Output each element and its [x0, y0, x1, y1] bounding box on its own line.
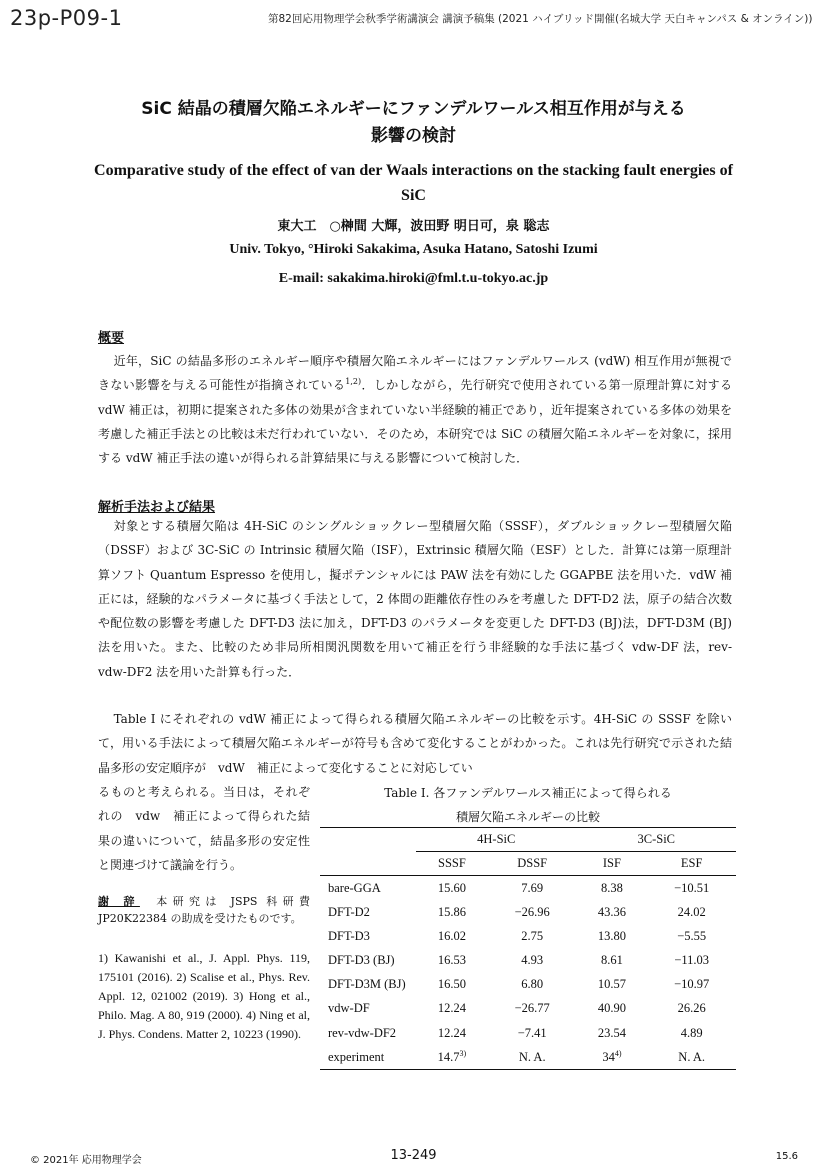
cell-esf: −10.97 — [674, 977, 710, 992]
cell-sssf: 15.60 — [437, 880, 466, 895]
methods-paragraph: 対象とする積層欠陥は 4H-SiC のシングルショックレー型積層欠陥（SSSF），ダブルショックレー型積層欠陥（DSSF）および 3C-SiC の Intrinsic 積層欠陥（ISF），Extrinsic 積層欠陥（ESF）とした．計算には第一原理計算ソフト Quantum Espresso を使用し，擬ポテンシャルには PAW 法を有効にした GGAPBE 法を用いた．vdW 補正には，経験的なパラメータに基づく手法として，2 体間の距離依存性のみを考慮した DFT-D2 法，原子の結合次数や配位数の影響を考慮した DFT-D3 法に加え，DFT-D3 のパラメータを変更した DFT-D3 (BJ)法，DFT-D3M (BJ)法を用いた。また、比較のため非局所相関汎関数を用いて補正を行う非経験的な手法に基づく vdw-DF 法，rev-vdw-DF2 法を用いた計算も行った． — [98, 519, 732, 679]
table-row — [320, 973, 736, 997]
acknowledgement — [98, 893, 310, 927]
table-row — [320, 948, 736, 972]
session-id: 23p-P09-1 — [10, 6, 123, 30]
cell-isf: 10.57 — [597, 977, 626, 992]
row-method: bare-GGA — [328, 880, 381, 895]
cell-dssf: 4.93 — [521, 953, 544, 968]
title-ja-line1: SiC 結晶の積層欠陥エネルギーにファンデルワールス相互作用が与える — [141, 99, 686, 119]
results-paragraph-continued: るものと考えられる。当日は，それぞれの vdw 補正によって得られた結果の違いについて，結晶多形の安定性と関連づけて議論を行う。 — [98, 785, 310, 872]
references: 1) Kawanishi et al., J. Appl. Phys. 119, 175101 (2016). 2) Scalise et al., Phys. Rev. Appl. 12, 021002 (2019). 3) Hong et al., Philo. Mag. A 80, 919 (2000). 4) Ning et al, J. Phys. Condens. Matter 2, 10223 (1990). — [98, 951, 310, 1041]
table-corner-cell-2 — [320, 852, 416, 876]
row-method: DFT-D3 — [328, 928, 370, 943]
cell-esf: −5.55 — [677, 928, 707, 943]
table-row — [320, 900, 736, 924]
cell-isf-value: 34 — [602, 1049, 615, 1064]
cell-isf-citation: 4) — [614, 1048, 622, 1058]
authors-english: Univ. Tokyo, °Hiroki Sakakima, Asuka Hatano, Satoshi Izumi — [229, 242, 598, 257]
cell-esf: N. A. — [647, 1045, 736, 1069]
stacking-fault-energy-table — [320, 827, 736, 1070]
overview-citation: 1,2) — [345, 377, 362, 387]
cell-isf — [577, 1045, 648, 1069]
cell-sssf: 16.02 — [437, 928, 466, 943]
row-method: rev-vdw-DF2 — [328, 1025, 397, 1040]
cell-isf: 43.36 — [597, 904, 626, 919]
column-header-isf: ISF — [577, 852, 648, 876]
authors-japanese: 東大工 ○榊間 大輝，波田野 明日可，泉 聡志 — [277, 219, 550, 234]
cell-sssf: 12.24 — [437, 1025, 466, 1040]
title-japanese — [60, 96, 767, 150]
footer-copyright: © 2021年 応用物理学会 — [30, 1155, 142, 1166]
table-row-experiment — [320, 1045, 736, 1069]
table-row — [320, 997, 736, 1021]
cell-isf: 23.54 — [597, 1025, 626, 1040]
cell-esf: −10.51 — [674, 880, 710, 895]
table-column-header-row — [320, 852, 736, 876]
cell-sssf: 12.24 — [437, 1001, 466, 1016]
footer-page-number: 13-249 — [390, 1148, 437, 1163]
cell-dssf: −26.96 — [514, 904, 550, 919]
overview-heading: 概要 — [98, 331, 125, 346]
table-row — [320, 876, 736, 900]
table-caption-line1: Table I. 各ファンデルワールス補正によって得られる — [384, 786, 672, 800]
cell-isf: 8.38 — [600, 880, 623, 895]
cell-sssf — [416, 1045, 488, 1069]
cell-esf: −11.03 — [674, 953, 710, 968]
email-address: E-mail: sakakima.hiroki@fml.t.u-tokyo.ac.jp — [278, 271, 549, 286]
overview-text-a: 近年，SiC の結晶多形のエネルギー順序や積層欠陥エネルギーにはファンデルワールス (vdW) 相互作用が無視できない影響を与える可能性が指摘されている — [98, 354, 732, 393]
group-header-4h: 4H-SiC — [416, 828, 577, 852]
conference-header: 第82回応用物理学会秋季学術講演会 講演予稿集 (2021 ハイブリッド開催(名城大学 天白キャンパス & オンライン)) — [268, 13, 813, 25]
results-paragraph-wide: Table I にそれぞれの vdW 補正によって得られる積層欠陥エネルギーの比較を示す。4H-SiC の SSSF を除いて，用いる手法によって積層欠陥エネルギーが符号も含めて変化することがわかった。これは先行研究で示された結晶多形の安定順序が vdW 補正によって変化することに対応してい — [98, 712, 732, 775]
cell-esf: 26.26 — [677, 1001, 706, 1016]
table-row — [320, 1021, 736, 1045]
acknowledgement-text: 本研究は JSPS 科研費 JP20K22384 の助成を受けたものです。 — [98, 895, 310, 925]
footer-code: 15.6 — [775, 1151, 798, 1162]
cell-dssf: −26.77 — [514, 1001, 550, 1016]
cell-dssf: 6.80 — [521, 977, 544, 992]
overview-text-b: ．しかしながら，先行研究で使用されている第一原理計算に対する vdW 補正は，初期に提案された多体の効果が含まれていない半経験的補正であり，近年提案されている多体の効果を考慮した補正手法との比較は未だ行われていない．そのため，本研究では SiC の積層欠陥エネルギーを対象に，採用する vdW 補正手法の違いが得られる計算結果に与える影響について検討した． — [98, 378, 732, 466]
column-header-dssf: DSSF — [488, 852, 577, 876]
methods-heading: 解析手法および結果 — [98, 500, 216, 515]
acknowledgement-label: 謝 辞 — [98, 895, 140, 908]
cell-dssf: N. A. — [488, 1045, 577, 1069]
row-method: vdw-DF — [328, 1001, 370, 1016]
cell-isf: 40.90 — [597, 1001, 626, 1016]
cell-sssf-citation: 3) — [459, 1048, 467, 1058]
cell-sssf: 16.53 — [437, 953, 466, 968]
row-method: experiment — [320, 1045, 416, 1069]
table-caption — [320, 781, 736, 829]
table-group-header-row — [320, 828, 736, 852]
row-method: DFT-D3M (BJ) — [328, 977, 406, 992]
cell-sssf-value: 14.7 — [437, 1049, 460, 1064]
table-caption-line2: 積層欠陥エネルギーの比較 — [455, 810, 600, 824]
cell-esf: 4.89 — [680, 1025, 703, 1040]
cell-dssf: 2.75 — [521, 928, 544, 943]
title-english: Comparative study of the effect of van der Waals interactions on the stacking fault energies of SiC — [94, 162, 733, 204]
table-corner-cell — [320, 828, 416, 852]
cell-isf: 13.80 — [597, 928, 626, 943]
cell-esf: 24.02 — [677, 904, 706, 919]
column-header-esf: ESF — [647, 852, 736, 876]
cell-isf: 8.61 — [600, 953, 623, 968]
table-row — [320, 924, 736, 948]
overview-paragraph — [98, 349, 732, 470]
row-method: DFT-D3 (BJ) — [328, 953, 395, 968]
column-header-sssf: SSSF — [416, 852, 488, 876]
cell-dssf: −7.41 — [517, 1025, 547, 1040]
cell-sssf: 15.86 — [437, 904, 466, 919]
group-header-3c: 3C-SiC — [577, 828, 736, 852]
title-ja-line2: 影響の検討 — [371, 126, 456, 146]
cell-sssf: 16.50 — [437, 977, 466, 992]
row-method: DFT-D2 — [328, 904, 370, 919]
cell-dssf: 7.69 — [521, 880, 544, 895]
